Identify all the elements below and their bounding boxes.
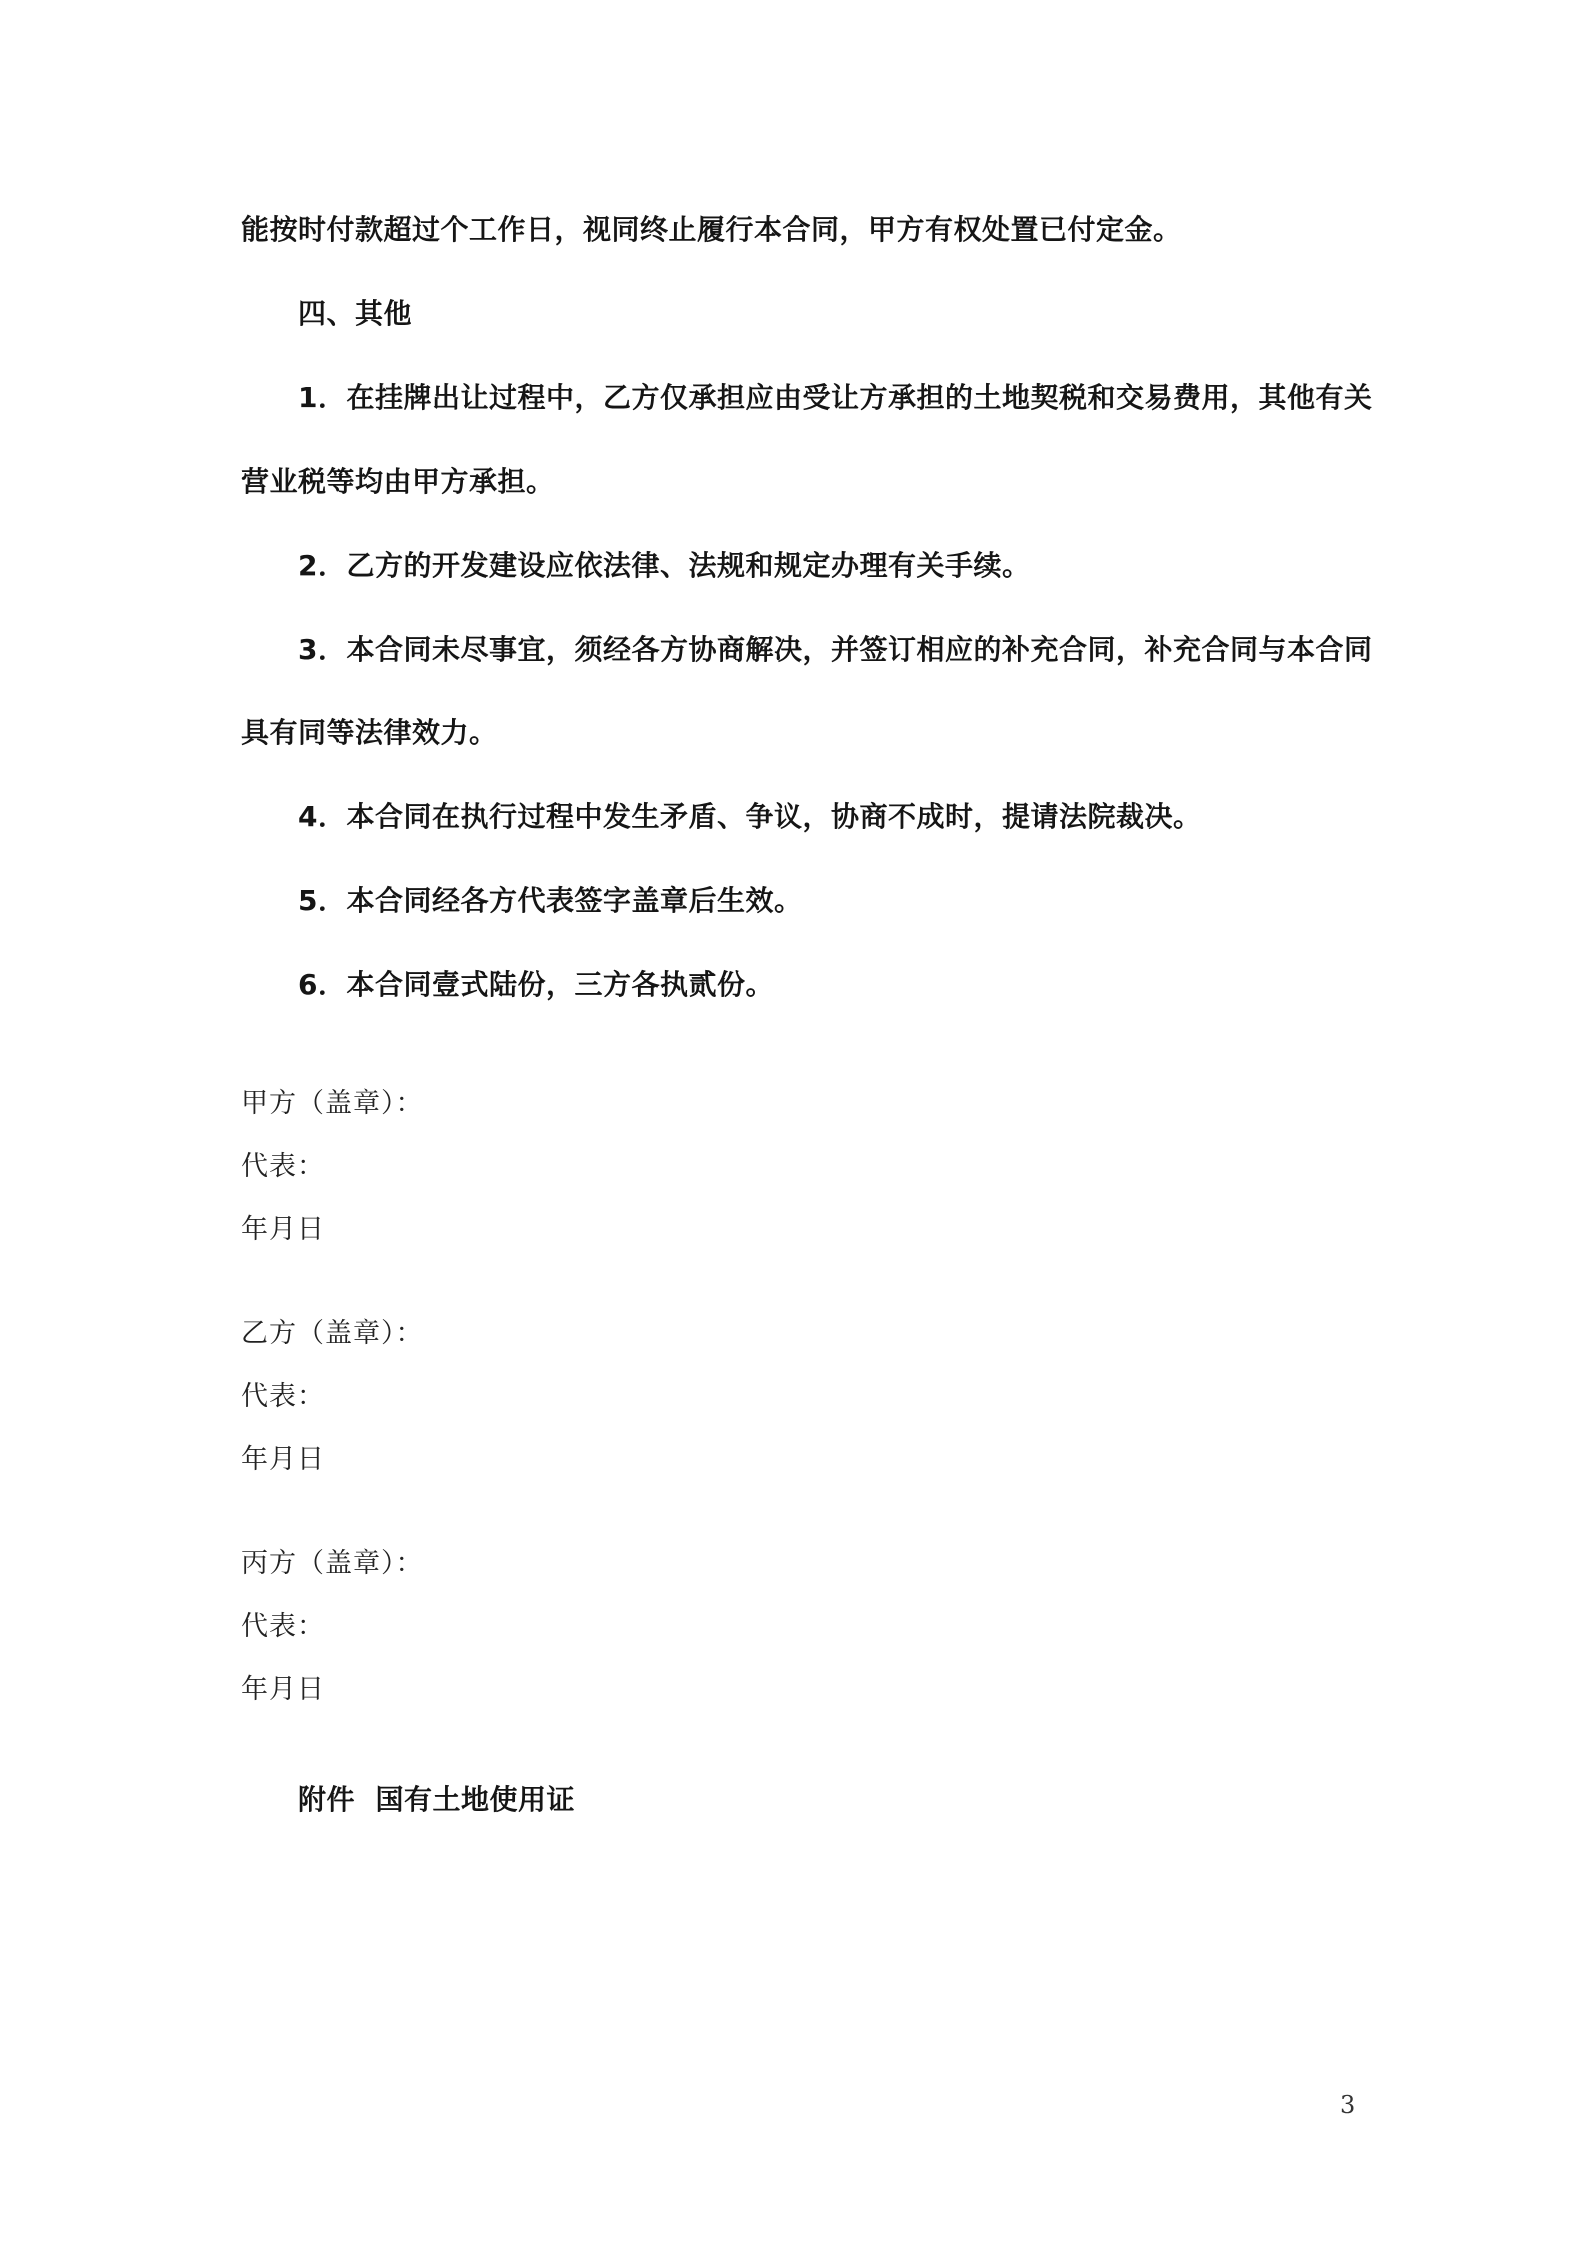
party-c-date: 年月日 — [241, 1674, 325, 1705]
party-b-date: 年月日 — [241, 1444, 325, 1475]
clause-6: 6．本合同壹式陆份，三方各执贰份。 — [298, 968, 774, 1001]
clause-3-line-2: 具有同等法律效力。 — [241, 716, 498, 749]
party-b-representative: 代表： — [241, 1381, 325, 1412]
paragraph-continuation: 能按时付款超过个工作日，视同终止履行本合同，甲方有权处置已付定金。 — [241, 213, 1182, 246]
page-number: 3 — [1340, 2091, 1356, 2119]
clause-1-line-1: 1．在挂牌出让过程中，乙方仅承担应由受让方承担的土地契税和交易费用，其他有关 — [298, 381, 1373, 414]
party-b-title: 乙方（盖章）： — [241, 1318, 424, 1349]
party-a-date: 年月日 — [241, 1214, 325, 1245]
party-a-title: 甲方（盖章）： — [241, 1088, 424, 1119]
party-c-representative: 代表： — [241, 1611, 325, 1642]
clause-5: 5．本合同经各方代表签字盖章后生效。 — [298, 884, 803, 917]
clause-1-line-2: 营业税等均由甲方承担。 — [241, 465, 555, 498]
clause-2: 2．乙方的开发建设应依法律、法规和规定办理有关手续。 — [298, 549, 1031, 582]
clause-4: 4．本合同在执行过程中发生矛盾、争议，协商不成时，提请法院裁决。 — [298, 800, 1202, 833]
party-a-representative: 代表： — [241, 1151, 325, 1182]
party-c-title: 丙方（盖章）： — [241, 1548, 424, 1579]
section-heading: 四、其他 — [298, 297, 413, 330]
clause-3-line-1: 3．本合同未尽事宜，须经各方协商解决，并签订相应的补充合同，补充合同与本合同 — [298, 633, 1373, 666]
attachment-heading: 附件 国有土地使用证 — [298, 1783, 575, 1816]
